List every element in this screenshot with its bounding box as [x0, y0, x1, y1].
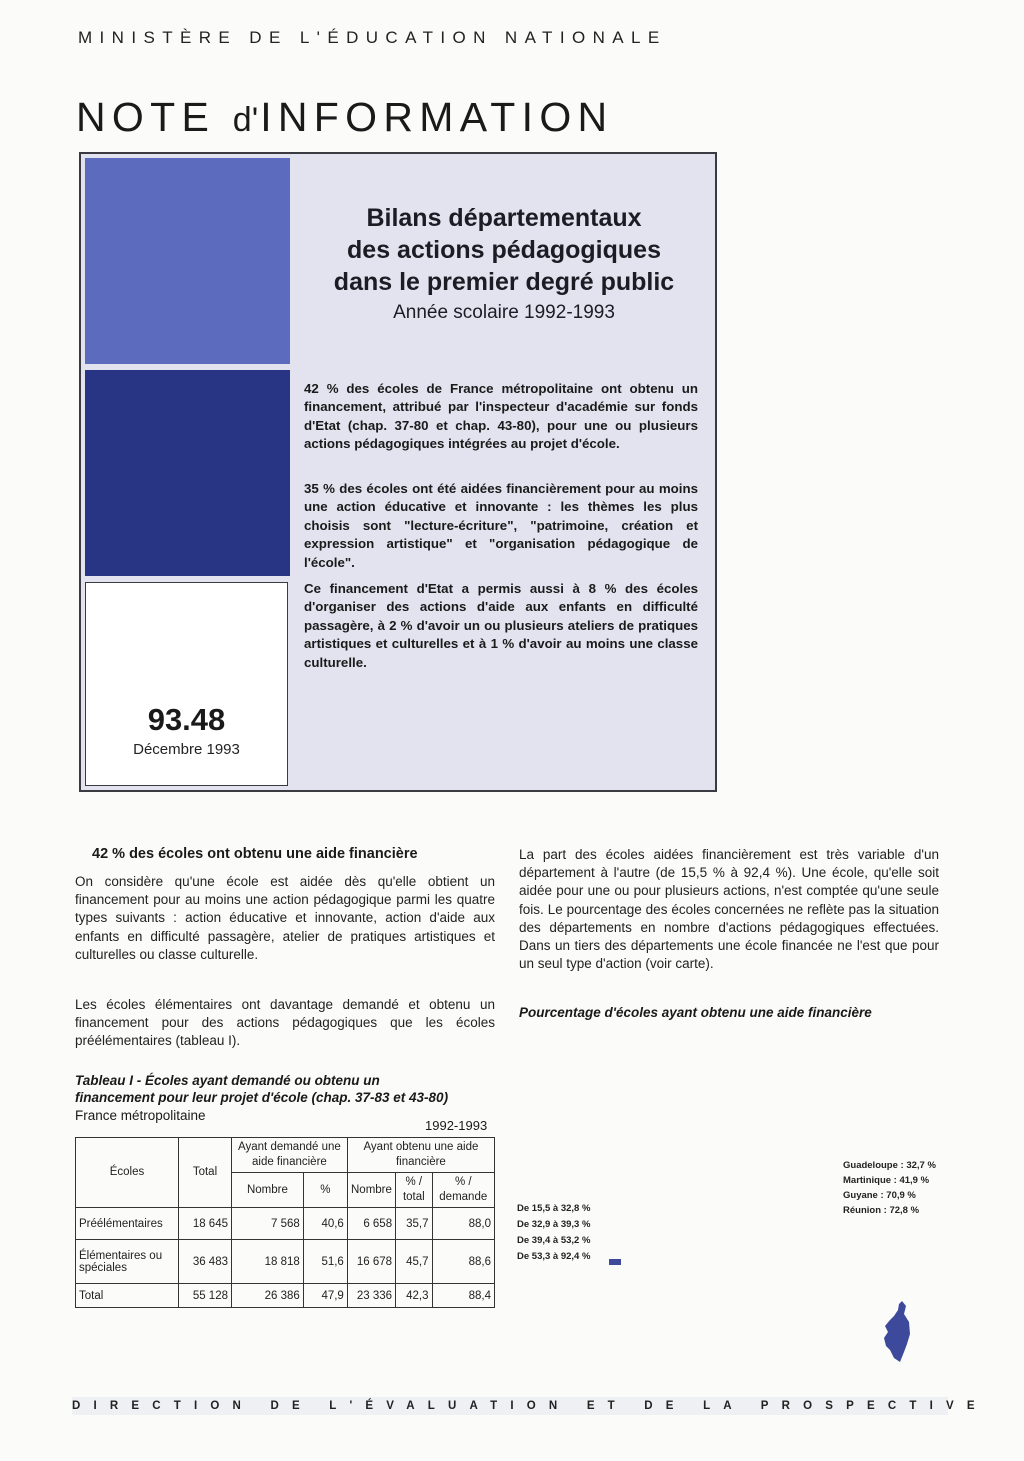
dom-value: Martinique : 41,9 % [843, 1175, 930, 1186]
dom-value: Guadeloupe : 32,7 % [843, 1160, 936, 1171]
cell: 23 336 [347, 1284, 395, 1308]
col-header-total: Total [179, 1138, 232, 1208]
table-caption-line: Tableau I - Écoles ayant demandé ou obtenu un [75, 1073, 380, 1088]
legend-swatch [609, 1259, 621, 1265]
brand-prefix: NOTE [76, 94, 233, 140]
col-header-ecoles: Écoles [76, 1138, 179, 1208]
schools-table [75, 1137, 495, 1308]
footer: DIRECTION DE L'ÉVALUATION ET DE LA PROSPECTIVE [72, 1400, 988, 1412]
dom-value: Guyane : 70,9 % [843, 1190, 916, 1201]
map-legend-item: De 32,9 à 39,3 % [517, 1219, 591, 1230]
table-caption-line: financement pour leur projet d'école (chap. 37-83 et 43-80) [75, 1090, 449, 1105]
summary-paragraph: Ce financement d'Etat a permis aussi à 8 % des écoles d'organiser des actions d'aide aux enfants en difficulté passagère, à 2 % d'avoir un ou plusieurs ateliers de pratiques artistiques et culturelles et à 1 % d'avoir au moins une classe culturelle. [304, 581, 698, 670]
row-label: Élémentaires ou spéciales [76, 1240, 179, 1284]
cell: 88,4 [432, 1284, 494, 1308]
cell: 51,6 [303, 1240, 347, 1284]
row-label: Total [76, 1284, 179, 1308]
publication-title [76, 94, 613, 141]
table-row [76, 1284, 495, 1308]
body-paragraph: Les écoles élémentaires ont davantage demandé et obtenu un financement pour des actions pédagogiques que les écoles préélémentaires (tableau I). [75, 997, 495, 1049]
cell: 16 678 [347, 1240, 395, 1284]
cover-title [296, 202, 712, 298]
cell: 88,6 [432, 1240, 494, 1284]
cell: 42,3 [396, 1284, 432, 1308]
col-header-nombre: Nombre [347, 1173, 395, 1208]
cell: 18 818 [232, 1240, 304, 1284]
dom-value: Réunion : 72,8 % [843, 1205, 920, 1216]
brand-d: d' [232, 101, 259, 139]
cell: 36 483 [179, 1240, 232, 1284]
cover-title-line: des actions pédagogiques [347, 236, 661, 264]
col-header-demande: Ayant demandé une aide financière [232, 1138, 348, 1173]
cell: 45,7 [396, 1240, 432, 1284]
cell: 26 386 [232, 1284, 304, 1308]
map-legend-item: De 15,5 à 32,8 % [517, 1203, 591, 1214]
brand-suffix: INFORMATION [260, 94, 614, 140]
summary-paragraph: 42 % des écoles de France métropolitaine ont obtenu un financement, attribué par l'inspecteur d'académie sur fonds d'Etat (chap. 37-80 et chap. 43-80), pour une ou plusieurs actions pédagogiques intégrées au projet d'école. [304, 381, 698, 452]
cell: 7 568 [232, 1208, 304, 1240]
cell: 6 658 [347, 1208, 395, 1240]
table-year: 1992-1993 [425, 1118, 488, 1133]
cell: 35,7 [396, 1208, 432, 1240]
cell: 55 128 [179, 1284, 232, 1308]
table-row [76, 1240, 495, 1284]
map-caption: Pourcentage d'écoles ayant obtenu une aide financière [519, 1005, 872, 1020]
ministry-header: MINISTÈRE DE L'ÉDUCATION NATIONALE [78, 28, 667, 47]
col-header-pct-total: % / total [396, 1173, 432, 1208]
table-caption [75, 1072, 505, 1106]
cover-subtitle: Année scolaire 1992-1993 [393, 302, 615, 323]
map-legend-item: De 39,4 à 53,2 % [517, 1235, 591, 1246]
cell: 18 645 [179, 1208, 232, 1240]
corsica-map-icon [880, 1300, 914, 1364]
cover-block-light [85, 158, 290, 364]
col-header-pct-demande: % / demande [432, 1173, 494, 1208]
section-heading: 42 % des écoles ont obtenu une aide financière [92, 846, 418, 862]
body-paragraph: La part des écoles aidées financièrement est très variable d'un département à l'autre (de 15,5 % à 92,4 %). Une école, qu'elle soit aidée pour une ou pour plusieurs actions, n'est comptée qu'une seule fois. Le pourcentage des écoles concernées ne reflète pas la situation des départements en nombre d'actions pédagogiques effectuées. Dans un tiers des départements une école financée ne l'est que pour un seul type d'action (voir carte). [519, 847, 939, 972]
cover-block-dark [85, 370, 290, 576]
cover-title-line: dans le premier degré public [333, 268, 675, 296]
table-area-label: France métropolitaine [75, 1108, 206, 1123]
cell: 47,9 [303, 1284, 347, 1308]
col-header-obtenu: Ayant obtenu une aide financière [347, 1138, 494, 1173]
cell: 40,6 [303, 1208, 347, 1240]
cover-title-line: Bilans départementaux [366, 204, 642, 232]
body-paragraph: On considère qu'une école est aidée dès qu'elle obtient un financement pour au moins une action pédagogique parmi les quatre types suivants : action éducative et innovante, action d'aide aux enfants en difficulté passagère, atelier de pratiques artistiques et culturelles ou classe culturelle. [75, 874, 495, 962]
issue-date: Décembre 1993 [133, 741, 240, 758]
map-legend-item: De 53,3 à 92,4 % [517, 1251, 591, 1262]
issue-number: 93.48 [147, 702, 226, 737]
col-header-nombre: Nombre [232, 1173, 304, 1208]
row-label: Préélémentaires [76, 1208, 179, 1240]
col-header-pct: % [303, 1173, 347, 1208]
table-row [76, 1208, 495, 1240]
cell: 88,0 [432, 1208, 494, 1240]
summary-paragraph: 35 % des écoles ont été aidées financièrement pour au moins une action éducative et innovante : les thèmes les plus choisis sont "lecture-écriture", "patrimoine, création et expression artistique" et "organisation pédagogique de l'école". [304, 481, 698, 570]
